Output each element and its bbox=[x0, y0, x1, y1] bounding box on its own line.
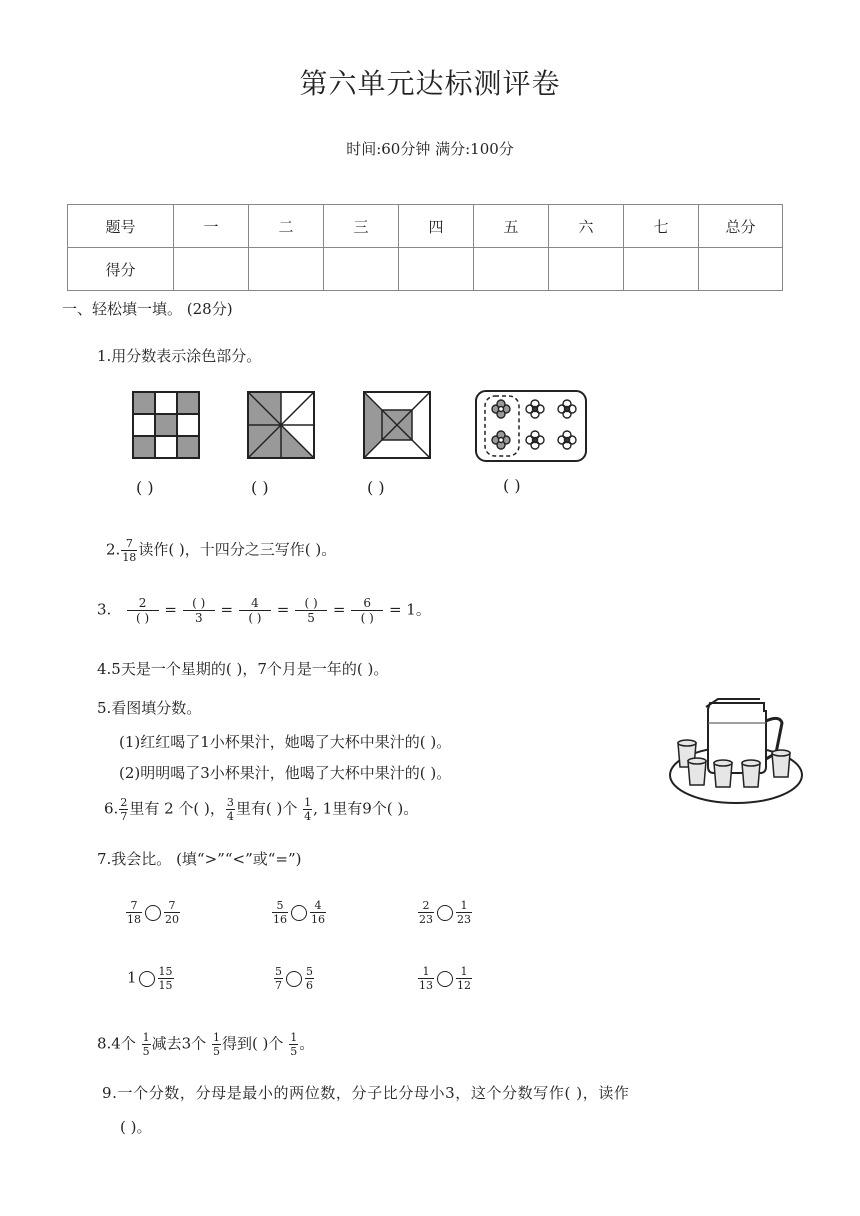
checkerboard-figure bbox=[133, 392, 199, 458]
header-cell: 六 bbox=[549, 205, 624, 248]
question-9-continued: ( )。 bbox=[120, 1118, 152, 1136]
score-cell[interactable] bbox=[474, 248, 549, 291]
compare-item bbox=[125, 900, 181, 925]
score-table bbox=[67, 204, 783, 291]
question-text: 得到( )个 bbox=[221, 1034, 289, 1053]
question-6 bbox=[104, 797, 418, 822]
whole-number: 1 bbox=[127, 968, 137, 987]
question-number: 3. bbox=[97, 600, 112, 619]
header-cell: 五 bbox=[474, 205, 549, 248]
question-1: 1.用分数表示涂色部分。 bbox=[97, 347, 262, 365]
compare-circle[interactable] bbox=[437, 971, 453, 987]
question-5: 5.看图填分数。 bbox=[97, 699, 202, 717]
fraction: $\frac{7}{20}$ bbox=[165, 899, 179, 926]
fraction: $\frac{5}{7}$ bbox=[275, 965, 282, 992]
question-number: 6. bbox=[104, 799, 119, 818]
question-5-part-2: (2)明明喝了3小杯果汁，他喝了大杯中果汁的( )。 bbox=[119, 764, 452, 782]
equals-sign: = bbox=[164, 600, 177, 619]
score-cell[interactable] bbox=[324, 248, 399, 291]
equals-sign: = bbox=[220, 600, 234, 619]
score-cell[interactable] bbox=[249, 248, 324, 291]
score-table-header-row bbox=[68, 205, 783, 248]
fraction: $\frac{1}{13}$ bbox=[419, 965, 433, 992]
header-cell: 一 bbox=[174, 205, 249, 248]
question-7: 7.我会比。 (填“>”“<”或“=”) bbox=[97, 850, 302, 868]
equation-tail: = 1。 bbox=[388, 600, 431, 619]
compare-item bbox=[127, 966, 175, 991]
fraction: $\frac{7}{18}$ bbox=[127, 899, 141, 926]
equals-sign: = bbox=[332, 600, 346, 619]
header-cell: 四 bbox=[399, 205, 474, 248]
compare-circle[interactable] bbox=[286, 971, 302, 987]
compare-item bbox=[417, 900, 473, 925]
question-text: 里有( )个 bbox=[235, 799, 303, 818]
question-text: 里有 2 个( )， bbox=[129, 799, 225, 818]
equals-sign: = bbox=[276, 600, 290, 619]
compare-item bbox=[273, 966, 315, 991]
fraction: $\frac{( )}{3}$ bbox=[183, 597, 215, 624]
question-8 bbox=[97, 1032, 314, 1057]
fraction: $\frac{5}{16}$ bbox=[273, 899, 287, 926]
header-cell: 总分 bbox=[699, 205, 783, 248]
score-cell[interactable] bbox=[399, 248, 474, 291]
octant-square-figure bbox=[248, 392, 314, 458]
question-5-part-1: (1)红红喝了1小杯果汁，她喝了大杯中果汁的( )。 bbox=[119, 733, 452, 751]
fraction: $\frac{5}{6}$ bbox=[306, 965, 313, 992]
fraction: $\frac{1}{5}$ bbox=[212, 1031, 220, 1058]
question-number: 2. bbox=[106, 540, 121, 559]
header-cell: 七 bbox=[624, 205, 699, 248]
fraction: $\frac{( )}{5}$ bbox=[295, 597, 327, 624]
score-table-score-row bbox=[68, 248, 783, 291]
fraction: $\frac{1}{5}$ bbox=[142, 1031, 150, 1058]
compare-circle[interactable] bbox=[139, 971, 155, 987]
juice-pitcher-illustration bbox=[668, 697, 804, 807]
fraction: $\frac{4}{( )}$ bbox=[239, 597, 271, 624]
fraction: $\frac{4}{16}$ bbox=[311, 899, 325, 926]
answer-blank[interactable]: ( ) bbox=[136, 478, 154, 497]
fraction: $\frac{2}{23}$ bbox=[419, 899, 433, 926]
compare-circle[interactable] bbox=[145, 905, 161, 921]
exam-info: 时间:60分钟 满分:100分 bbox=[346, 140, 514, 158]
fraction: $\frac{2}{( )}$ bbox=[127, 597, 159, 624]
nested-square-figure bbox=[364, 392, 430, 458]
question-text: 读作( )，十四分之三写作( )。 bbox=[138, 540, 337, 559]
fraction: $\frac{1}{5}$ bbox=[290, 1031, 298, 1058]
question-text: 。 bbox=[299, 1034, 315, 1053]
compare-item bbox=[271, 900, 327, 925]
question-4: 4.5天是一个星期的( )，7个月是一年的( )。 bbox=[97, 660, 389, 678]
question-text: 减去3个 bbox=[151, 1034, 211, 1053]
page-title: 第六单元达标测评卷 bbox=[299, 67, 561, 100]
compare-item bbox=[417, 966, 473, 991]
answer-blank[interactable]: ( ) bbox=[367, 478, 385, 497]
question-text: 8.4个 bbox=[97, 1034, 141, 1053]
fraction: $\frac{15}{15}$ bbox=[158, 965, 173, 992]
header-cell: 二 bbox=[249, 205, 324, 248]
fraction: $\frac{6}{( )}$ bbox=[351, 597, 383, 624]
answer-blank[interactable]: ( ) bbox=[251, 478, 269, 497]
fraction: $\frac{1}{12}$ bbox=[457, 965, 471, 992]
compare-circle[interactable] bbox=[291, 905, 307, 921]
flower-tray-figure bbox=[475, 390, 587, 462]
header-cell: 题号 bbox=[68, 205, 174, 248]
header-cell: 三 bbox=[324, 205, 399, 248]
fraction: $\frac{1}{4}$ bbox=[304, 796, 312, 823]
score-cell[interactable] bbox=[549, 248, 624, 291]
fraction: $\frac{1}{23}$ bbox=[457, 899, 471, 926]
question-2 bbox=[106, 538, 336, 563]
score-cell[interactable] bbox=[174, 248, 249, 291]
fraction: $\frac{7}{18}$ bbox=[122, 537, 137, 564]
question-3 bbox=[97, 597, 431, 624]
section-heading: 一、轻松填一填。 (28分) bbox=[62, 300, 233, 318]
answer-blank[interactable]: ( ) bbox=[503, 476, 521, 495]
question-text: , 1里有9个( )。 bbox=[313, 799, 419, 818]
compare-circle[interactable] bbox=[437, 905, 453, 921]
fraction: $\frac{3}{4}$ bbox=[226, 796, 234, 823]
score-cell[interactable] bbox=[699, 248, 783, 291]
fraction: $\frac{2}{7}$ bbox=[120, 796, 128, 823]
score-cell[interactable] bbox=[624, 248, 699, 291]
row-label: 得分 bbox=[68, 248, 174, 291]
question-9: 9.一个分数，分母是最小的两位数，分子比分母小3，这个分数写作( )，读作 bbox=[102, 1084, 630, 1102]
